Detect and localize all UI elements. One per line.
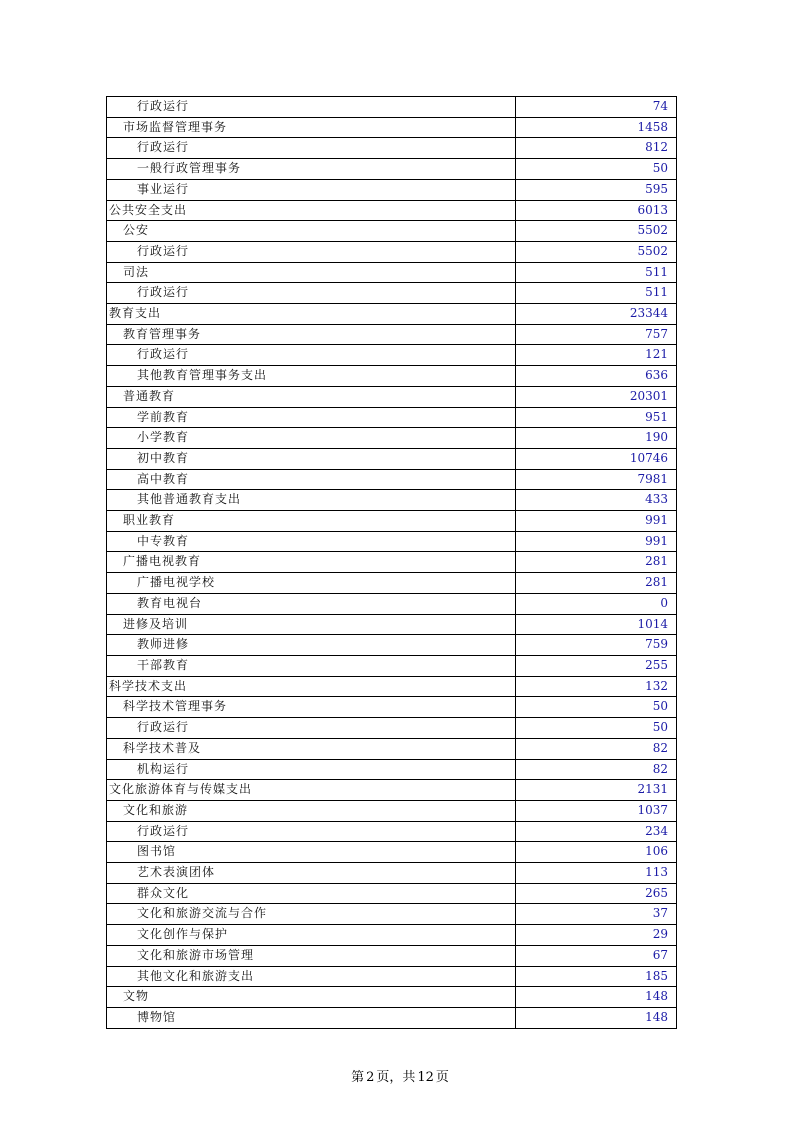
row-item-name: 司法 — [107, 262, 516, 283]
table-row — [107, 304, 677, 325]
row-amount: 50 — [516, 159, 677, 180]
row-amount: 10746 — [516, 448, 677, 469]
row-amount: 148 — [516, 1007, 677, 1028]
row-amount: 281 — [516, 552, 677, 573]
table-row — [107, 676, 677, 697]
row-amount: 67 — [516, 945, 677, 966]
table-row — [107, 573, 677, 594]
row-item-name: 行政运行 — [107, 138, 516, 159]
row-amount: 1458 — [516, 117, 677, 138]
table-row — [107, 925, 677, 946]
row-item-name: 机构运行 — [107, 759, 516, 780]
row-item-name: 进修及培训 — [107, 614, 516, 635]
row-item-name: 高中教育 — [107, 469, 516, 490]
table-row — [107, 759, 677, 780]
footer-prefix: 第 — [351, 1070, 365, 1085]
row-amount: 82 — [516, 759, 677, 780]
row-amount: 595 — [516, 179, 677, 200]
row-amount: 636 — [516, 366, 677, 387]
row-item-name: 教育管理事务 — [107, 324, 516, 345]
table-row — [107, 697, 677, 718]
row-item-name: 小学教育 — [107, 428, 516, 449]
row-amount: 812 — [516, 138, 677, 159]
table-row — [107, 366, 677, 387]
table-body — [107, 97, 677, 1029]
row-amount: 1014 — [516, 614, 677, 635]
table-row — [107, 159, 677, 180]
row-amount: 1037 — [516, 800, 677, 821]
row-amount: 113 — [516, 863, 677, 884]
table-row — [107, 842, 677, 863]
row-amount: 106 — [516, 842, 677, 863]
row-amount: 281 — [516, 573, 677, 594]
row-item-name: 博物馆 — [107, 1007, 516, 1028]
row-amount: 433 — [516, 490, 677, 511]
table-row — [107, 469, 677, 490]
row-amount: 757 — [516, 324, 677, 345]
row-item-name: 科学技术管理事务 — [107, 697, 516, 718]
table-row — [107, 345, 677, 366]
row-amount: 37 — [516, 904, 677, 925]
table-row — [107, 490, 677, 511]
row-item-name: 市场监督管理事务 — [107, 117, 516, 138]
row-amount: 991 — [516, 511, 677, 532]
footer-total-pages: 12 — [417, 1070, 434, 1085]
table-row — [107, 221, 677, 242]
table-row — [107, 1007, 677, 1028]
table-row — [107, 738, 677, 759]
row-amount: 6013 — [516, 200, 677, 221]
table-row — [107, 117, 677, 138]
row-amount: 255 — [516, 655, 677, 676]
row-item-name: 教师进修 — [107, 635, 516, 656]
row-amount: 23344 — [516, 304, 677, 325]
table-row — [107, 531, 677, 552]
table-row — [107, 241, 677, 262]
table-row — [107, 428, 677, 449]
row-amount: 132 — [516, 676, 677, 697]
table-row — [107, 407, 677, 428]
row-amount: 190 — [516, 428, 677, 449]
row-item-name: 普通教育 — [107, 386, 516, 407]
footer-middle: 页，共 — [376, 1070, 416, 1085]
row-amount: 50 — [516, 718, 677, 739]
table-row — [107, 324, 677, 345]
row-item-name: 图书馆 — [107, 842, 516, 863]
row-item-name: 广播电视学校 — [107, 573, 516, 594]
table-row — [107, 200, 677, 221]
row-item-name: 艺术表演团体 — [107, 863, 516, 884]
row-amount: 121 — [516, 345, 677, 366]
footer-current-page: 2 — [366, 1070, 375, 1085]
row-item-name: 其他文化和旅游支出 — [107, 966, 516, 987]
row-item-name: 文化旅游体育与传媒支出 — [107, 780, 516, 801]
table-row — [107, 262, 677, 283]
row-item-name: 文化和旅游交流与合作 — [107, 904, 516, 925]
row-amount: 0 — [516, 593, 677, 614]
footer-suffix: 页 — [435, 1070, 449, 1085]
row-amount: 185 — [516, 966, 677, 987]
row-amount: 148 — [516, 987, 677, 1008]
row-item-name: 行政运行 — [107, 241, 516, 262]
table-row — [107, 945, 677, 966]
table-row — [107, 883, 677, 904]
row-amount: 511 — [516, 283, 677, 304]
row-item-name: 文化和旅游 — [107, 800, 516, 821]
budget-table — [106, 96, 677, 1029]
row-item-name: 公共安全支出 — [107, 200, 516, 221]
row-item-name: 职业教育 — [107, 511, 516, 532]
row-amount: 234 — [516, 821, 677, 842]
table-row — [107, 863, 677, 884]
table-row — [107, 718, 677, 739]
table-row — [107, 800, 677, 821]
table-row — [107, 635, 677, 656]
table-row — [107, 821, 677, 842]
row-amount: 74 — [516, 97, 677, 118]
row-amount: 20301 — [516, 386, 677, 407]
row-item-name: 初中教育 — [107, 448, 516, 469]
table-row — [107, 511, 677, 532]
row-amount: 991 — [516, 531, 677, 552]
row-item-name: 行政运行 — [107, 283, 516, 304]
row-amount: 951 — [516, 407, 677, 428]
row-amount: 29 — [516, 925, 677, 946]
table-row — [107, 138, 677, 159]
table-row — [107, 283, 677, 304]
table-row — [107, 97, 677, 118]
row-amount: 759 — [516, 635, 677, 656]
row-amount: 265 — [516, 883, 677, 904]
row-item-name: 行政运行 — [107, 97, 516, 118]
table-row — [107, 655, 677, 676]
row-item-name: 事业运行 — [107, 179, 516, 200]
page-footer — [0, 1066, 800, 1085]
row-item-name: 行政运行 — [107, 821, 516, 842]
row-item-name: 一般行政管理事务 — [107, 159, 516, 180]
row-amount: 5502 — [516, 241, 677, 262]
table-row — [107, 386, 677, 407]
row-amount: 2131 — [516, 780, 677, 801]
row-item-name: 科学技术支出 — [107, 676, 516, 697]
row-item-name: 文化创作与保护 — [107, 925, 516, 946]
table-row — [107, 966, 677, 987]
row-item-name: 其他普通教育支出 — [107, 490, 516, 511]
row-amount: 511 — [516, 262, 677, 283]
table-row — [107, 448, 677, 469]
row-item-name: 中专教育 — [107, 531, 516, 552]
row-amount: 5502 — [516, 221, 677, 242]
table-row — [107, 552, 677, 573]
row-amount: 82 — [516, 738, 677, 759]
row-item-name: 行政运行 — [107, 345, 516, 366]
table-row — [107, 904, 677, 925]
row-amount: 7981 — [516, 469, 677, 490]
row-item-name: 公安 — [107, 221, 516, 242]
table-row — [107, 987, 677, 1008]
row-item-name: 文化和旅游市场管理 — [107, 945, 516, 966]
row-item-name: 广播电视教育 — [107, 552, 516, 573]
row-item-name: 群众文化 — [107, 883, 516, 904]
row-item-name: 其他教育管理事务支出 — [107, 366, 516, 387]
row-amount: 50 — [516, 697, 677, 718]
row-item-name: 干部教育 — [107, 655, 516, 676]
row-item-name: 行政运行 — [107, 718, 516, 739]
row-item-name: 学前教育 — [107, 407, 516, 428]
table-row — [107, 593, 677, 614]
table-row — [107, 780, 677, 801]
table-row — [107, 614, 677, 635]
table-row — [107, 179, 677, 200]
row-item-name: 教育电视台 — [107, 593, 516, 614]
row-item-name: 教育支出 — [107, 304, 516, 325]
row-item-name: 文物 — [107, 987, 516, 1008]
row-item-name: 科学技术普及 — [107, 738, 516, 759]
